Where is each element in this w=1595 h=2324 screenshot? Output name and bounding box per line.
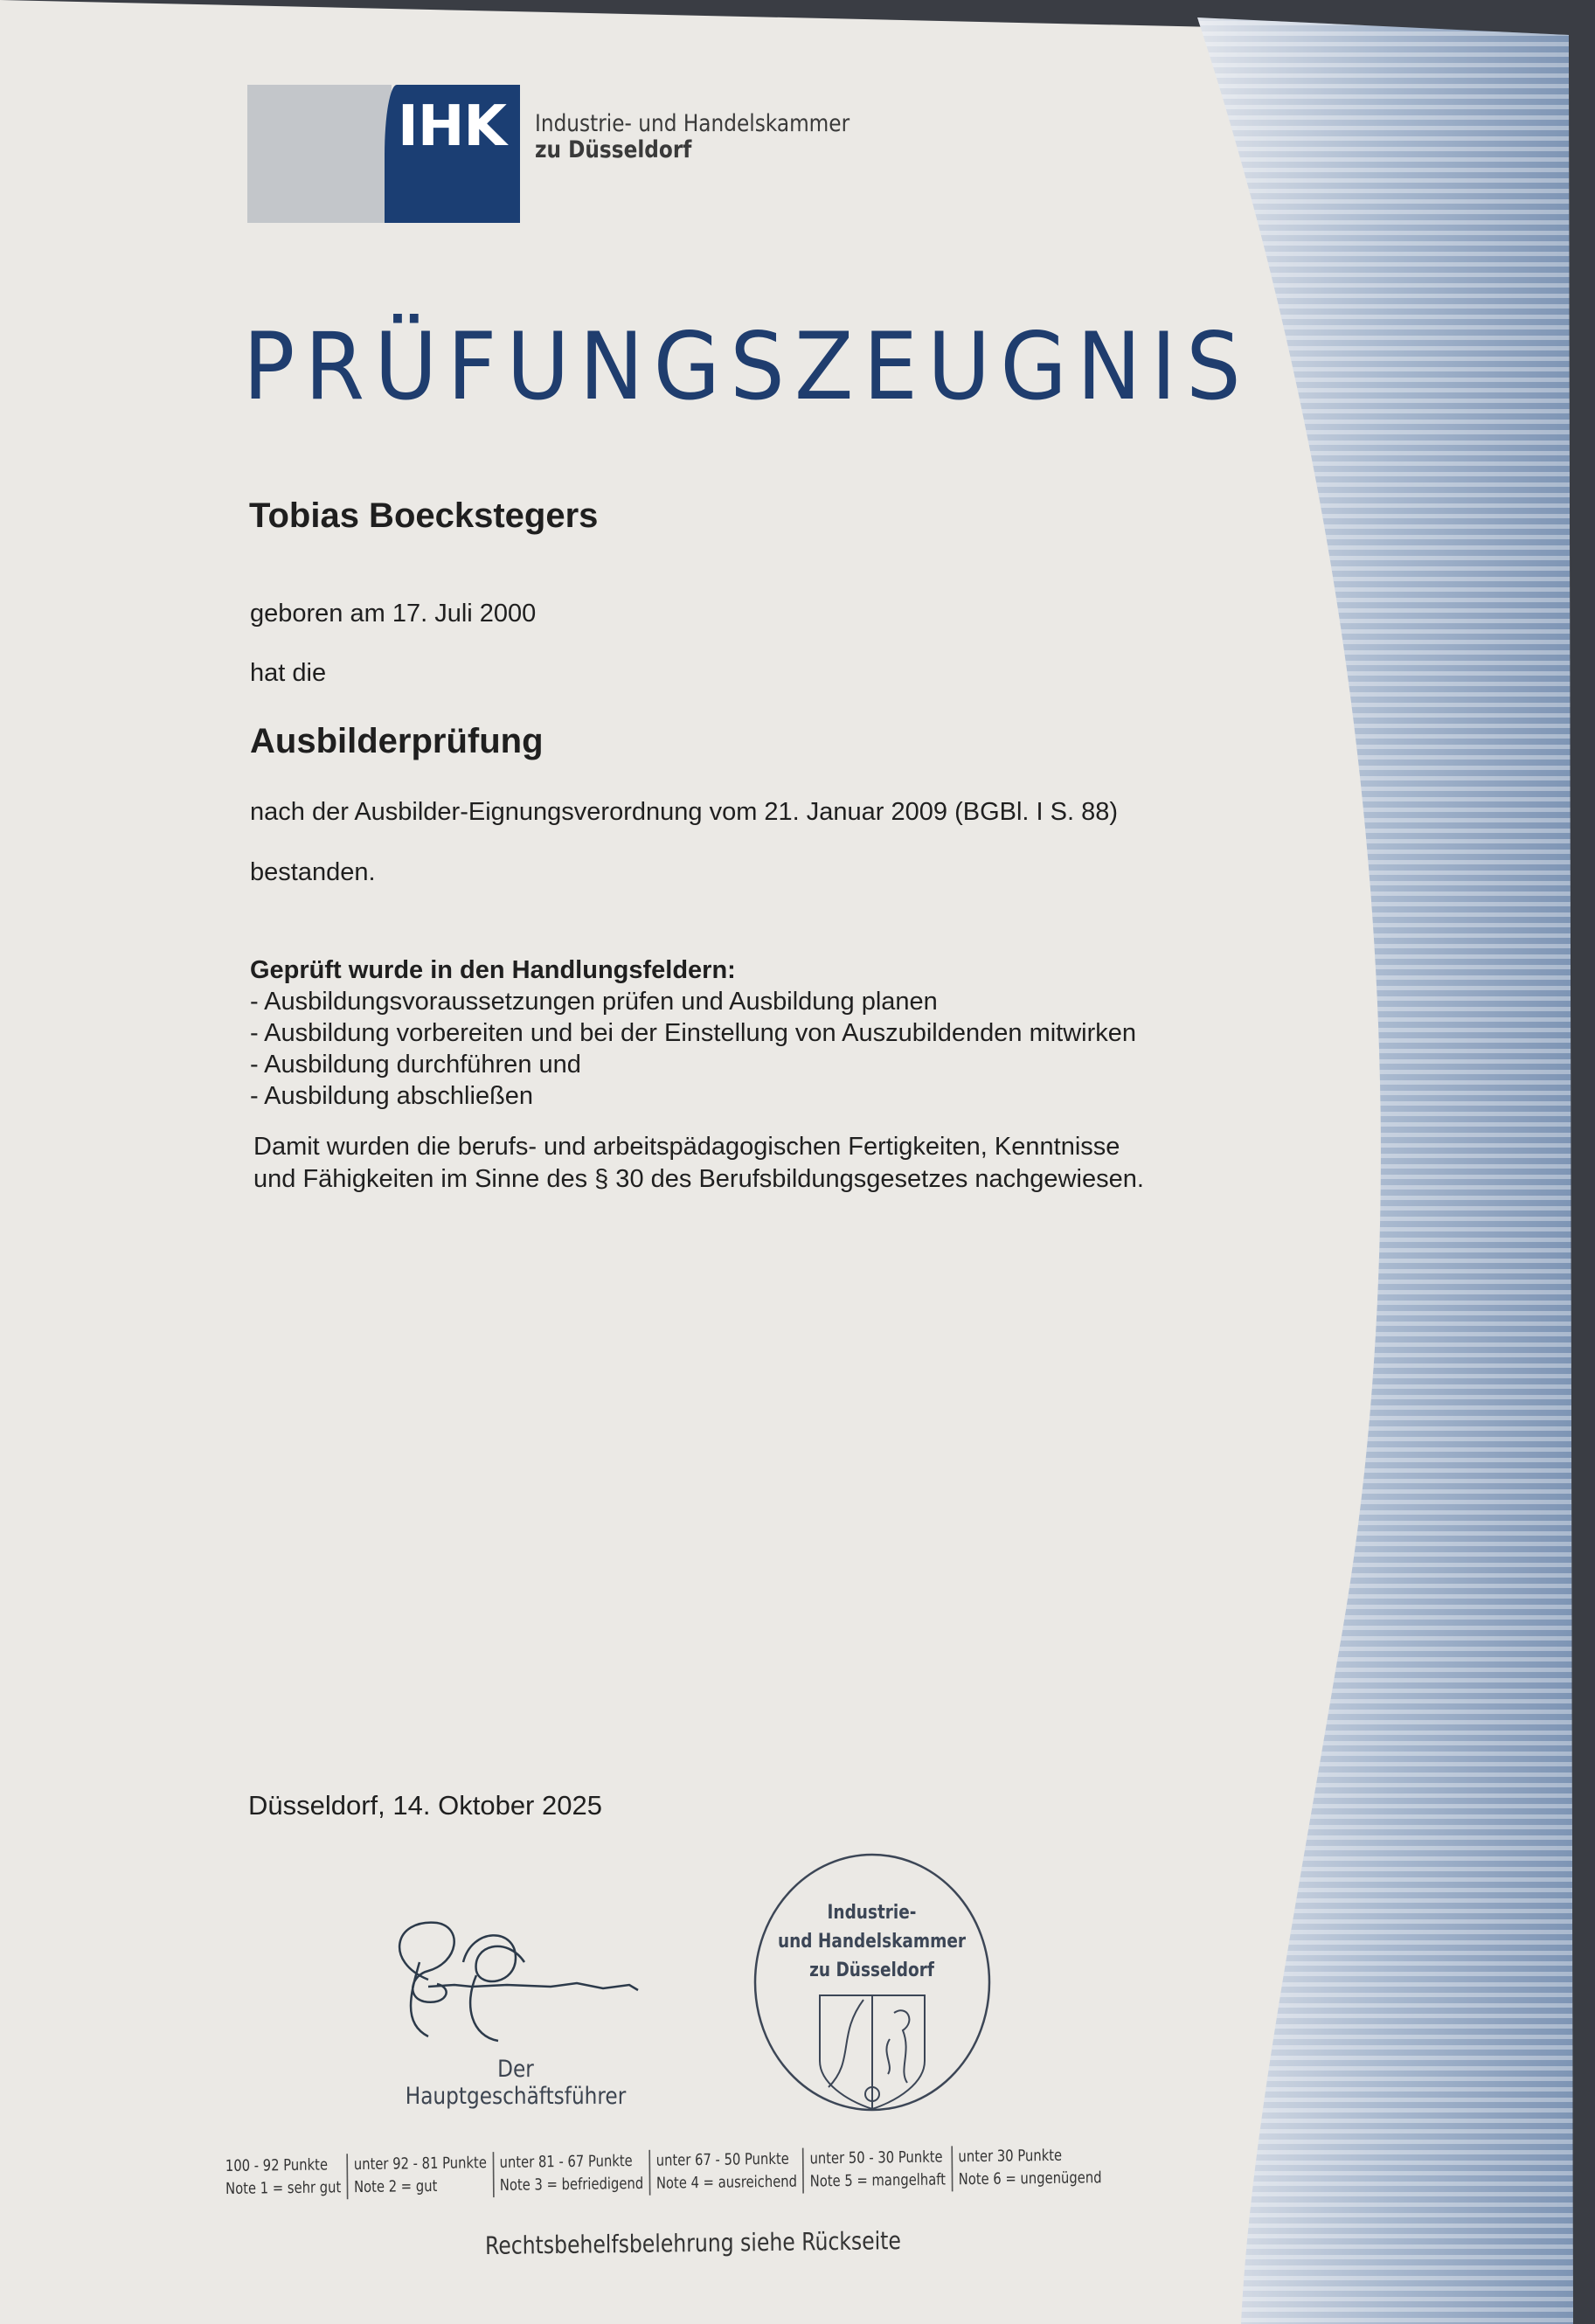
grade-note: Note 3 = befriedigend — [499, 2174, 644, 2195]
seal-line3: zu Düsseldorf — [809, 1960, 934, 1981]
grade-points: unter 92 - 81 Punkte — [353, 2154, 487, 2175]
fields-section — [250, 954, 1136, 1112]
grade-note: Note 5 = mangelhaft — [809, 2170, 947, 2191]
place-date: Düsseldorf, 14. Oktober 2025 — [248, 1790, 602, 1821]
grade-points: 100 - 92 Punkte — [225, 2155, 329, 2176]
field-item: - Ausbildung abschließen — [250, 1082, 534, 1110]
logo-abbr: IHK — [398, 94, 506, 159]
grade-item — [802, 2146, 951, 2193]
grade-note: Note 1 = sehr gut — [225, 2178, 342, 2198]
field-item: - Ausbildungsvoraussetzungen prüfen und Ausbildung planen — [250, 988, 938, 1016]
grade-points: unter 30 Punkte — [958, 2146, 1063, 2167]
closing-paragraph — [253, 1131, 1144, 1196]
grade-item — [648, 2148, 802, 2196]
hat-die-text: hat die — [250, 659, 327, 687]
seal-line1: Industrie- — [827, 1902, 917, 1924]
grade-item — [492, 2150, 649, 2197]
closing-line: Damit wurden die berufs- und arbeitspädagogischen Fertigkeiten, Kenntnisse — [253, 1133, 1120, 1161]
grade-points: unter 81 - 67 Punkte — [499, 2152, 633, 2172]
closing-line: und Fähigkeiten im Sinne des § 30 des Berufsbildungsgesetzes nachgewiesen. — [253, 1165, 1144, 1193]
passed-text: bestanden. — [250, 858, 376, 886]
grade-note: Note 2 = gut — [353, 2176, 438, 2197]
signature-role: Der Hauptgeschäftsführer — [405, 2056, 627, 2110]
grade-item — [225, 2154, 347, 2201]
grade-item — [951, 2144, 1107, 2191]
official-seal — [750, 1851, 995, 2113]
exam-name: Ausbilderprüfung — [250, 722, 544, 760]
grade-points: unter 50 - 30 Punkte — [809, 2147, 943, 2168]
grade-note: Note 4 = ausreichend — [655, 2172, 798, 2193]
field-item: - Ausbildung durchführen und — [250, 1051, 581, 1079]
logo-grey-block — [247, 85, 392, 223]
legal-remedy-note: Rechtsbehelfsbelehrung siehe Rückseite — [484, 2226, 902, 2260]
fields-heading: Geprüft wurde in den Handlungsfeldern: — [250, 956, 736, 984]
grade-points: unter 67 - 50 Punkte — [655, 2149, 789, 2170]
seal-line2: und Handelskammer — [777, 1931, 967, 1953]
grade-note: Note 6 = ungenügend — [958, 2168, 1102, 2189]
recipient-name: Tobias Boeckstegers — [249, 496, 599, 535]
grade-item — [347, 2152, 493, 2199]
signature — [376, 1910, 655, 2050]
logo-name-line1: Industrie- und Handelskammer — [535, 110, 850, 137]
regulation-text: nach der Ausbilder-Eignungsverordnung vom 21. Januar 2009 (BGBl. I S. 88) — [250, 798, 1119, 826]
logo-name-line2: zu Düsseldorf — [535, 136, 692, 163]
field-item: - Ausbildung vorbereiten und bei der Einstellung von Auszubildenden mitwirken — [250, 1019, 1137, 1047]
document-title: PRÜFUNGSZEUGNIS — [243, 313, 1251, 420]
birth-date: geboren am 17. Juli 2000 — [250, 600, 537, 628]
